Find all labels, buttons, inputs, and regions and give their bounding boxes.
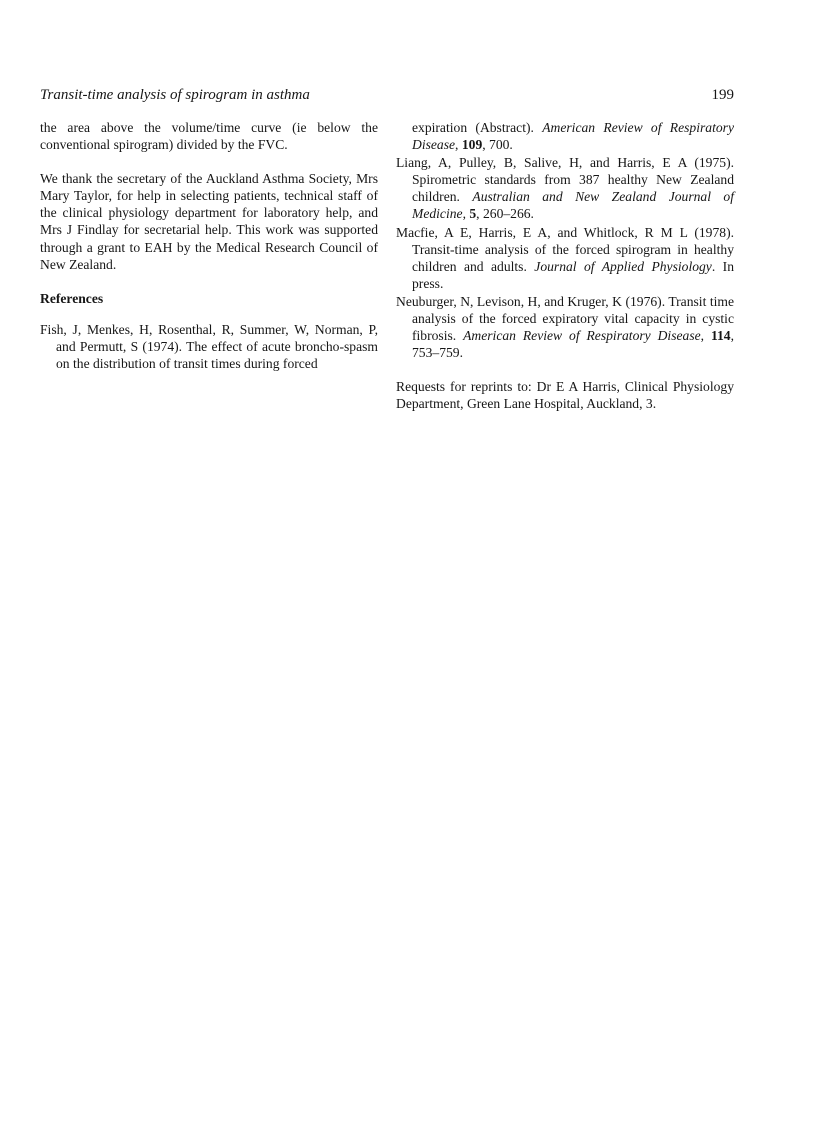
reference-journal: American Review of Respiratory Disease [412, 120, 734, 153]
reference-journal: American Review of Respiratory Disease [463, 328, 701, 344]
reference-journal: Journal of Applied Physiology [534, 258, 712, 274]
reprint-requests: Requests for reprints to: Dr E A Harris, Clinical Physiology Department, Green Lane Hospital, Auckland, 3. [396, 379, 734, 412]
reference-volume: 109 [461, 137, 483, 153]
reference-pages: . In press. [412, 258, 734, 291]
reference-continuation: expiration (Abstract). American Review of Respiratory Disease, 109, 700. [412, 120, 734, 153]
reference-pages: , 700. [482, 137, 513, 153]
page-number: 199 [711, 87, 734, 103]
reference-item: Neuburger, N, Levison, H, and Kruger, K (1976). Transit time analysis of the forced expiratory vital capacity in cystic fibrosis. American Review of Respiratory Disease, 114, 753–759. [396, 293, 734, 361]
reference-pages: , 260–266. [476, 206, 534, 222]
running-header [40, 87, 734, 107]
reference-item: Liang, A, Pulley, B, Salive, H, and Harris, E A (1975). Spirometric standards from 387 healthy New Zealand children. Australian and New Zealand Journal of Medicine, 5, 260–266. [396, 155, 734, 222]
body-paragraph: the area above the volume/time curve (ie below the conventional spirogram) divided by the FVC. [40, 120, 378, 153]
right-column [396, 119, 734, 413]
references-heading: References [40, 290, 104, 306]
reference-journal: Australian and New Zealand Journal of Medicine [412, 189, 734, 222]
reference-volume: 5 [469, 206, 477, 222]
running-title: Transit-time analysis of spirogram in asthma [40, 87, 310, 103]
reference-text: expiration (Abstract). [412, 120, 534, 135]
reference-pages: , 753–759. [412, 328, 734, 361]
reference-text: Liang, A, Pulley, B, Salive, H, and Harris, E A (1975). Spirometric standards from 387 healthy New Zealand children. [396, 155, 734, 205]
reference-item [40, 321, 378, 372]
reference-volume: 114 [710, 328, 731, 344]
left-column [40, 119, 378, 373]
reference-text: Macfie, A E, Harris, E A, and Whitlock, R M L (1978). Transit-time analysis of the forced spirogram in healthy children and adults. [396, 224, 734, 274]
acknowledgement-paragraph: We thank the secretary of the Auckland Asthma Society, Mrs Mary Taylor, for help in selecting patients, technical staff of the clinical physiology department for laboratory help, and Mrs J Findlay for secretarial help. This work was supported through a grant to EAH by the Medical Research Council of New Zealand. [40, 171, 378, 272]
reference-item [396, 224, 734, 292]
reference-text: Fish, J, Menkes, H, Rosenthal, R, Summer, W, Norman, P, and Permutt, S (1974). The effect of acute broncho-spasm on the distribution of transit times during forced [40, 321, 378, 372]
reference-text: Neuburger, N, Levison, H, and Kruger, K (1976). Transit time analysis of the forced expiratory vital capacity in cystic fibrosis. [396, 293, 734, 344]
